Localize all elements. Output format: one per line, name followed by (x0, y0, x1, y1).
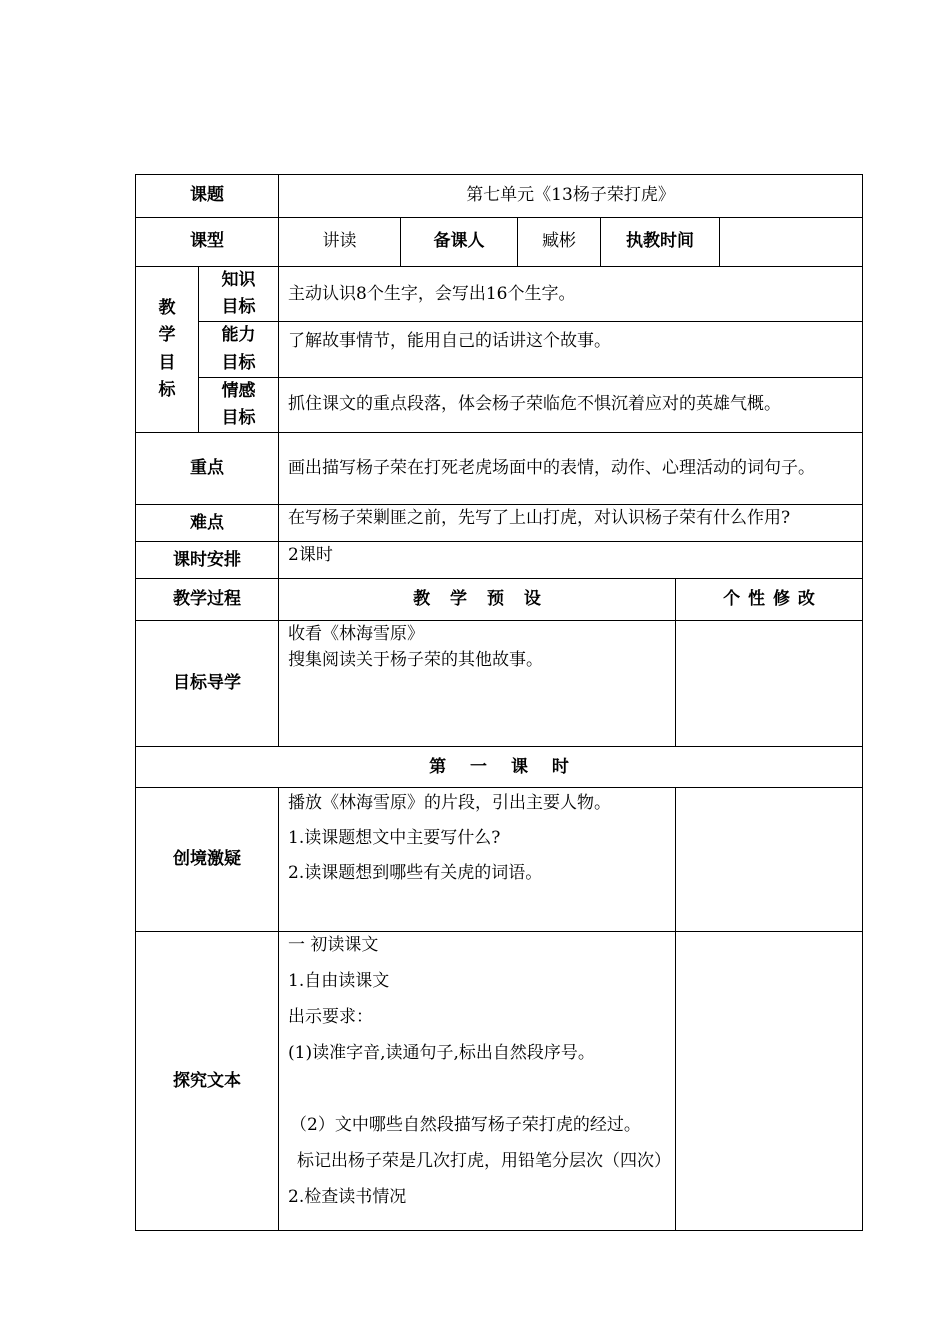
type-label: 课型 (136, 218, 279, 267)
difficulty-label: 难点 (136, 505, 279, 542)
goals-char: 学 (158, 325, 176, 346)
key-point-text: 画出描写杨子荣在打死老虎场面中的表情，动作、心理活动的词句子。 (279, 433, 863, 505)
label-line: 目标 (221, 407, 256, 428)
explore-line: 一 初读课文 (288, 935, 379, 956)
situation-line: 2.读课题想到哪些有关虎的词语。 (288, 863, 543, 884)
lesson-plan-table (135, 174, 863, 1231)
knowledge-goal-label (199, 267, 279, 322)
modify-header: 个 性 修 改 (676, 579, 863, 621)
schedule-label: 课时安排 (136, 542, 279, 579)
guide-line: 收看《林海雪原》 (288, 624, 424, 645)
explore-notes (676, 932, 863, 1231)
situation-line: 1.读课题想文中主要写什么? (288, 828, 501, 849)
explore-label: 探究文本 (136, 932, 279, 1231)
label-line: 情感 (221, 380, 256, 401)
difficulty-row (136, 505, 863, 542)
situation-label: 创境激疑 (136, 788, 279, 932)
goals-char: 目 (158, 352, 176, 373)
key-point-row (136, 433, 863, 505)
schedule-text: 2课时 (279, 542, 863, 579)
lesson-one-row (136, 747, 863, 788)
explore-line: (1)读准字音,读通句子,标出自然段序号。 (288, 1043, 595, 1064)
process-label: 教学过程 (136, 579, 279, 621)
topic-row (136, 175, 863, 218)
label-line: 目标 (221, 297, 256, 318)
label-line: 目标 (221, 352, 256, 373)
label-line: 能力 (221, 325, 256, 346)
explore-line: 出示要求： (288, 1007, 373, 1028)
preset-header: 教 学 预 设 (279, 579, 676, 621)
type-row (136, 218, 863, 267)
explore-line: 2.检查读书情况 (288, 1187, 407, 1208)
explore-content (279, 932, 676, 1231)
explore-spacer (288, 1071, 675, 1107)
situation-line: 播放《林海雪原》的片段，引出主要人物。 (288, 793, 611, 814)
guide-label: 目标导学 (136, 621, 279, 747)
goals-char: 标 (158, 379, 176, 400)
teach-time-value (720, 218, 863, 267)
goal-row-ability (136, 322, 863, 377)
label-line: 知识 (221, 270, 256, 290)
schedule-row (136, 542, 863, 579)
topic-value: 第七单元《13杨子荣打虎》 (279, 175, 863, 218)
knowledge-goal-text: 主动认识8个生字，会写出16个生字。 (279, 267, 863, 322)
teaching-goals-label (136, 267, 199, 433)
guide-content (279, 621, 676, 747)
explore-row (136, 932, 863, 1231)
emotion-goal-label (199, 377, 279, 432)
difficulty-text: 在写杨子荣剿匪之前，先写了上山打虎，对认识杨子荣有什么作用? (279, 505, 863, 542)
lesson-one-title: 第 一 课 时 (136, 747, 863, 788)
emotion-goal-text: 抓住课文的重点段落，体会杨子荣临危不惧沉着应对的英雄气概。 (279, 377, 863, 432)
teach-time-label: 执教时间 (601, 218, 720, 267)
goal-row-emotion (136, 377, 863, 432)
explore-line: （2）文中哪些自然段描写杨子荣打虎的经过。 (290, 1115, 641, 1136)
situation-row (136, 788, 863, 932)
ability-goal-text: 了解故事情节，能用自己的话讲这个故事。 (279, 322, 863, 377)
process-header-row (136, 579, 863, 621)
preparer-value: 臧彬 (518, 218, 601, 267)
goal-row-knowledge (136, 267, 863, 322)
situation-notes (676, 788, 863, 932)
guide-row (136, 621, 863, 747)
key-point-label: 重点 (136, 433, 279, 505)
guide-notes (676, 621, 863, 747)
topic-label: 课题 (136, 175, 279, 218)
situation-content (279, 788, 676, 932)
guide-line: 搜集阅读关于杨子荣的其他故事。 (288, 650, 543, 671)
explore-line: 标记出杨子荣是几次打虎，用铅笔分层次（四次） (297, 1151, 671, 1172)
preparer-label: 备课人 (401, 218, 518, 267)
type-value: 讲读 (279, 218, 401, 267)
explore-line: 1.自由读课文 (288, 971, 390, 992)
goals-char: 教 (158, 298, 176, 319)
ability-goal-label (199, 322, 279, 377)
